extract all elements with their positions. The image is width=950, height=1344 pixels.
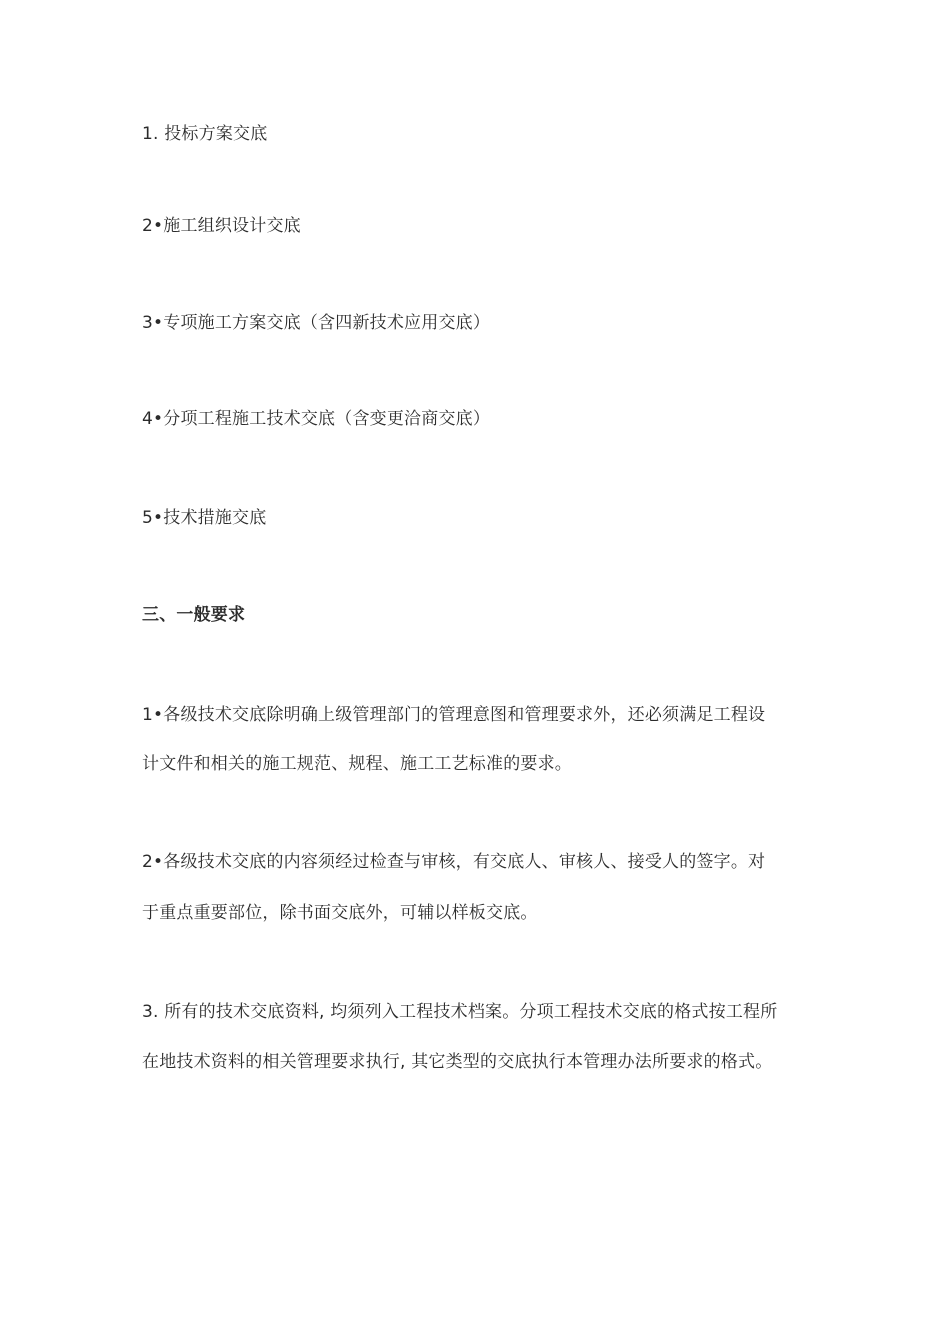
list-item-5: 5•技术措施交底 bbox=[142, 508, 267, 528]
requirement-1-line-1: 1•各级技术交底除明确上级管理部门的管理意图和管理要求外，还必须满足工程设 bbox=[142, 705, 766, 725]
section-heading: 三、一般要求 bbox=[142, 605, 246, 625]
requirement-3-line-1: 3. 所有的技术交底资料, 均须列入工程技术档案。分项工程技术交底的格式按工程所 bbox=[142, 1002, 778, 1022]
requirement-3-line-2: 在地技术资料的相关管理要求执行, 其它类型的交底执行本管理办法所要求的格式。 bbox=[142, 1052, 773, 1072]
list-item-4: 4•分项工程施工技术交底（含变更洽商交底） bbox=[142, 409, 491, 429]
list-item-2: 2•施工组织设计交底 bbox=[142, 216, 301, 236]
requirement-2-line-2: 于重点重要部位，除书面交底外，可辅以样板交底。 bbox=[142, 903, 538, 923]
requirement-1-line-2: 计文件和相关的施工规范、规程、施工工艺标准的要求。 bbox=[142, 754, 572, 774]
requirement-2-line-1: 2•各级技术交底的内容须经过检查与审核，有交底人、审核人、接受人的签字。对 bbox=[142, 852, 766, 872]
list-item-3: 3•专项施工方案交底（含四新技术应用交底） bbox=[142, 313, 491, 333]
list-item-1: 1. 投标方案交底 bbox=[142, 124, 268, 144]
